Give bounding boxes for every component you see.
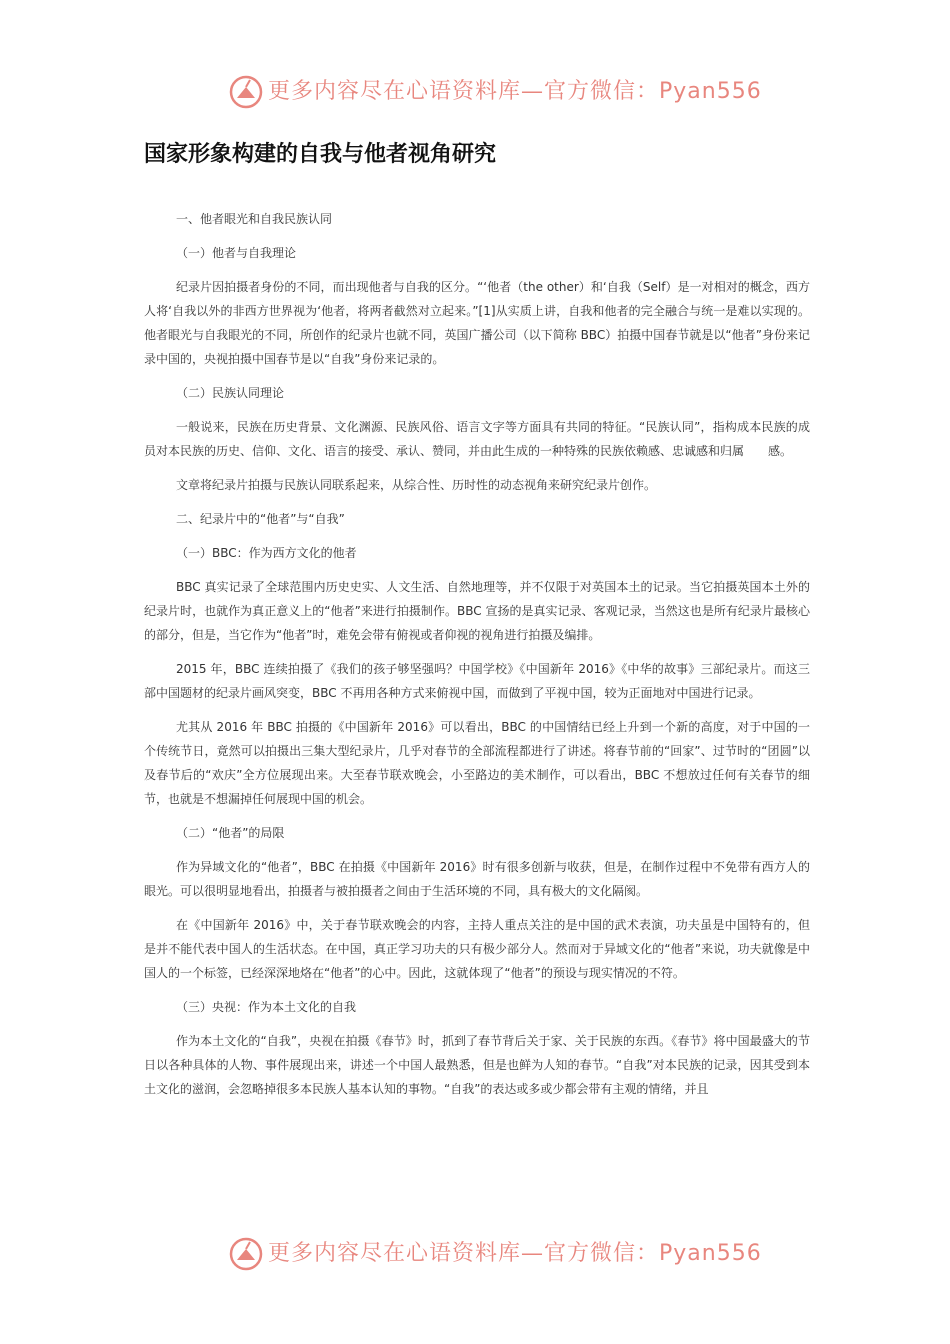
section-heading: （二）“他者”的局限 bbox=[176, 826, 285, 840]
article-body bbox=[144, 207, 810, 1111]
footer-watermark-banner bbox=[0, 1232, 950, 1276]
body-paragraph: 2015 年，BBC 连续拍摄了《我们的孩子够坚强吗？中国学校》《中国新年 2016》《中华的故事》三部纪录片。而这三部中国题材的纪录片画风突变，BBC 不再用各种方式来俯视中国，而做到了平视中国，较为正面地对中国进行记录。 bbox=[144, 662, 810, 700]
body-paragraph: 尤其从 2016 年 BBC 拍摄的《中国新年 2016》可以看出，BBC 的中国情结已经上升到一个新的高度，对于中国的一个传统节日，竟然可以拍摄出三集大型纪录片，几乎对春节的全部流程都进行了讲述。将春节前的“回家”、过节时的“团圆”以及春节后的“欢庆”全方位展现出来。大至春节联欢晚会，小至路边的美术制作，可以看出，BBC 不想放过任何有关春节的细节，也就是不想漏掉任何展现中国的机会。 bbox=[144, 720, 810, 806]
book-quill-icon bbox=[228, 74, 264, 110]
body-paragraph: 纪录片因拍摄者身份的不同，而出现他者与自我的区分。“‘他者（the other）和‘自我（Self）是一对相对的概念，西方人将‘自我以外的非西方世界视为‘他者，将两者截然对立起来。”[1]从实质上讲，自我和他者的完全融合与统一是难以实现的。他者眼光与自我眼光的不同，所创作的纪录片也就不同，英国广播公司（以下简称 BBC）拍摄中国春节就是以“他者”身份来记录中国的，央视拍摄中国春节是以“自我”身份来记录的。 bbox=[144, 280, 810, 366]
body-paragraph: 作为本土文化的“自我”，央视在拍摄《春节》时，抓到了春节背后关于家、关于民族的东西。《春节》将中国最盛大的节日以各种具体的人物、事件展现出来，讲述一个中国人最熟悉，但是也鲜为人知的春节。“自我”对本民族的记录，因其受到本土文化的滋润，会忽略掉很多本民族人基本认知的事物。“自我”的表达或多或少都会带有主观的情绪，并且 bbox=[144, 1034, 810, 1096]
section-heading: （一）他者与自我理论 bbox=[176, 246, 297, 260]
document-title: 国家形象构建的自我与他者视角研究 bbox=[144, 142, 497, 167]
section-heading: （三）央视：作为本土文化的自我 bbox=[176, 1000, 357, 1014]
header-watermark-banner bbox=[0, 70, 950, 114]
body-paragraph: 文章将纪录片拍摄与民族认同联系起来，从综合性、历时性的动态视角来研究纪录片创作。 bbox=[176, 478, 657, 492]
body-paragraph: 在《中国新年 2016》中，关于春节联欢晚会的内容，主持人重点关注的是中国的武术表演，功夫虽是中国特有的，但是并不能代表中国人的生活状态。在中国，真正学习功夫的只有极少部分人。然而对于异域文化的“他者”来说，功夫就像是中国人的一个标签，已经深深地烙在“他者”的心中。因此，这就体现了“他者”的预设与现实情况的不符。 bbox=[144, 918, 810, 980]
body-paragraph: 作为异域文化的“他者”，BBC 在拍摄《中国新年 2016》时有很多创新与收获，但是，在制作过程中不免带有西方人的眼光。可以很明显地看出，拍摄者与被拍摄者之间由于生活环境的不同，具有极大的文化隔阂。 bbox=[144, 860, 810, 898]
section-heading: （二）民族认同理论 bbox=[176, 386, 285, 400]
section-heading: （一）BBC：作为西方文化的他者 bbox=[176, 546, 357, 560]
banner-text: 更多内容尽在心语资料库—官方微信：Pyan556 bbox=[268, 1241, 762, 1266]
banner-text: 更多内容尽在心语资料库—官方微信：Pyan556 bbox=[268, 79, 762, 104]
book-quill-icon bbox=[228, 1236, 264, 1272]
body-paragraph: 一般说来，民族在历史背景、文化渊源、民族风俗、语言文字等方面具有共同的特征。“民族认同”，指构成本民族的成员对本民族的历史、信仰、文化、语言的接受、承认、赞同，并由此生成的一种特殊的民族依赖感、忠诚感和归属 感。 bbox=[144, 420, 810, 458]
section-heading: 一、他者眼光和自我民族认同 bbox=[176, 212, 333, 226]
section-heading: 二、纪录片中的“他者”与“自我” bbox=[176, 512, 345, 526]
body-paragraph: BBC 真实记录了全球范围内历史史实、人文生活、自然地理等，并不仅限于对英国本土的记录。当它拍摄英国本土外的纪录片时，也就作为真正意义上的“他者”来进行拍摄制作。BBC 宣扬的是真实记录、客观记录，当然这也是所有纪录片最核心的部分，但是，当它作为“他者”时，难免会带有俯视或者仰视的视角进行拍摄及编排。 bbox=[144, 580, 810, 642]
